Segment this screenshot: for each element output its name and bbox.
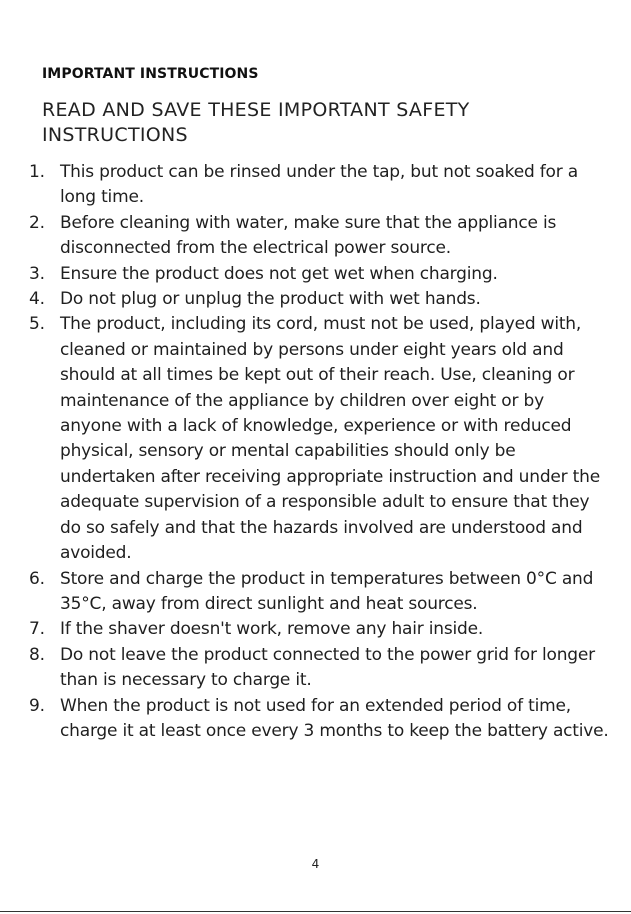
instruction-number: 4. — [29, 289, 45, 310]
instruction-text: If the shaver doesn't work, remove any hair inside. — [60, 619, 484, 640]
instruction-item — [29, 287, 609, 312]
instruction-number: 5. — [29, 314, 45, 335]
instruction-number: 9. — [29, 695, 45, 716]
page-number: 4 — [311, 857, 320, 871]
instruction-list — [29, 160, 609, 744]
section-heading: IMPORTANT INSTRUCTIONS — [42, 66, 259, 82]
instruction-item — [29, 694, 609, 745]
instruction-item — [29, 211, 609, 262]
instruction-number: 6. — [29, 568, 45, 589]
instruction-text: Do not leave the product connected to the power grid for longer than is necessary to charge it. — [60, 644, 595, 691]
instruction-item — [29, 312, 609, 566]
instruction-text: Before cleaning with water, make sure that the appliance is disconnected from the electrical power source. — [60, 212, 557, 259]
instruction-number: 3. — [29, 263, 45, 284]
safety-subtitle: READ AND SAVE THESE IMPORTANT SAFETY INSTRUCTIONS — [42, 99, 470, 146]
instruction-item — [29, 567, 609, 618]
instruction-item — [29, 262, 609, 287]
instruction-item — [29, 160, 609, 211]
instruction-item — [29, 617, 609, 642]
instruction-number: 1. — [29, 162, 45, 182]
bottom-divider — [0, 911, 631, 912]
instruction-text: This product can be rinsed under the tap, but not soaked for a long time. — [60, 162, 578, 208]
instruction-text: Store and charge the product in temperatures between 0°C and 35°C, away from direct sunlight and heat sources. — [60, 568, 594, 614]
instruction-text: Do not plug or unplug the product with wet hands. — [60, 289, 481, 310]
instruction-number: 8. — [29, 644, 45, 665]
instruction-text: Ensure the product does not get wet when charging. — [60, 263, 498, 284]
instruction-text: The product, including its cord, must not be used, played with, cleaned or maintained by persons under eight years old and should at all times be kept out of their reach. Use, cleaning or maintenance of the appliance by children over eight or by anyone with a lack of knowledge, experience or with reduced physical, sensory or mental capabilities should only be undertaken after receiving appropriate instruction and under the adequate supervision of a responsible adult to ensure that they do so safely and that the hazards involved are understood and avoided. — [60, 314, 600, 564]
instruction-text: When the product is not used for an extended period of time, charge it at least once every 3 months to keep the battery active. — [60, 695, 609, 741]
instruction-number: 2. — [29, 212, 45, 233]
instruction-item — [29, 643, 609, 694]
instruction-number: 7. — [29, 619, 45, 640]
